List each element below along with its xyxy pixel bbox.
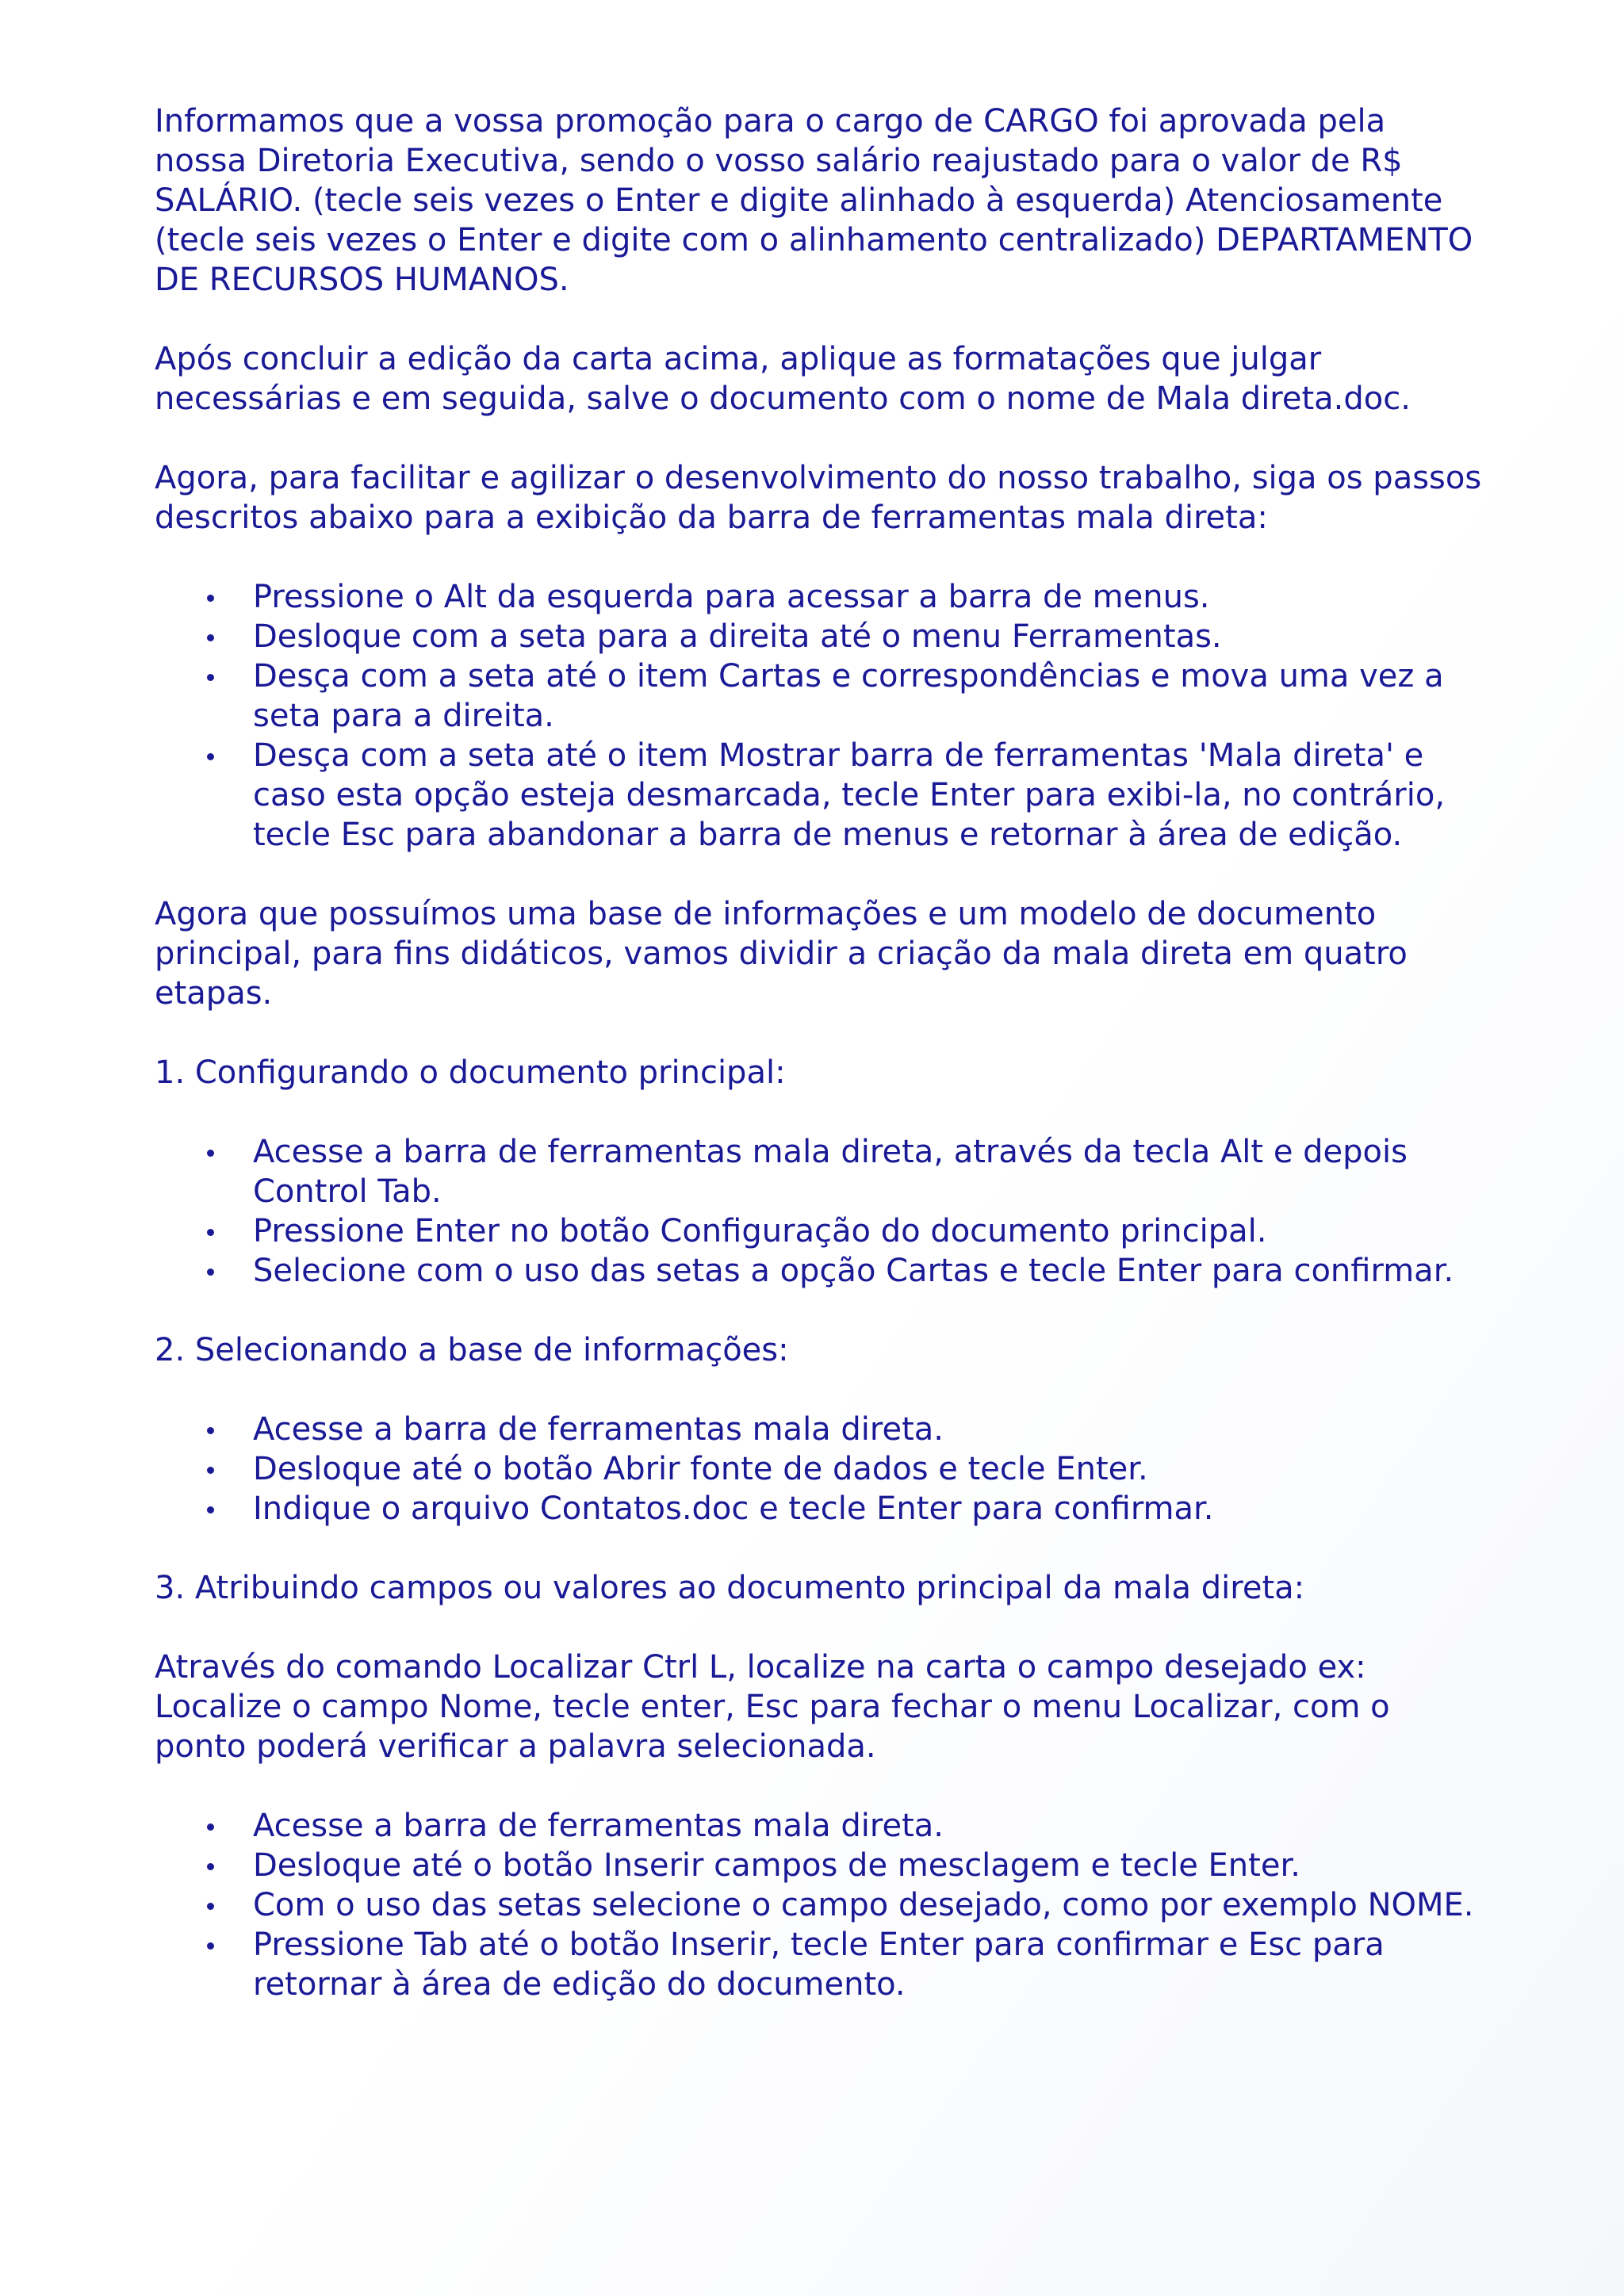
step3-list [155, 1806, 1487, 2004]
step1-list [155, 1132, 1487, 1291]
list-item: Desloque com a seta para a direita até o menu Ferramentas. [253, 617, 1487, 656]
find-command-paragraph: Através do comando Localizar Ctrl L, localize na carta o campo desejado ex: Localize o campo Nome, tecle enter, Esc para fechar o menu Localizar, com o ponto poderá verificar a palavra selecionada. [155, 1649, 1390, 1765]
list-item: Acesse a barra de ferramentas mala direta. [253, 1410, 1487, 1449]
document-body [155, 101, 1487, 2044]
list-item: Desloque até o botão Abrir fonte de dados e tecle Enter. [253, 1449, 1487, 1489]
list-item: Desça com a seta até o item Mostrar barra de ferramentas 'Mala direta' e caso esta opção esteja desmarcada, tecle Enter para exibi-la, no contrário, tecle Esc para abandonar a barra de menus e retornar à área de edição. [253, 736, 1487, 855]
toolbar-steps-list [155, 577, 1487, 855]
step1-heading: 1. Configurando o documento principal: [155, 1054, 786, 1091]
stages-intro-paragraph: Agora que possuímos uma base de informações e um modelo de documento principal, para fins didáticos, vamos dividir a criação da mala direta em quatro etapas. [155, 896, 1408, 1012]
list-item: Pressione o Alt da esquerda para acessar a barra de menus. [253, 577, 1487, 617]
list-item: Acesse a barra de ferramentas mala direta. [253, 1806, 1487, 1846]
save-instructions-paragraph: Após concluir a edição da carta acima, aplique as formatações que julgar necessárias e em seguida, salve o documento com o nome de Mala direta.doc. [155, 341, 1411, 417]
list-item: Indique o arquivo Contatos.doc e tecle Enter para confirmar. [253, 1489, 1487, 1529]
list-item: Acesse a barra de ferramentas mala direta, através da tecla Alt e depois Control Tab. [253, 1132, 1487, 1211]
step2-heading: 2. Selecionando a base de informações: [155, 1332, 789, 1368]
step2-list [155, 1410, 1487, 1529]
list-item: Pressione Enter no botão Configuração do documento principal. [253, 1211, 1487, 1251]
list-item: Desloque até o botão Inserir campos de mesclagem e tecle Enter. [253, 1846, 1487, 1885]
list-item: Com o uso das setas selecione o campo desejado, como por exemplo NOME. [253, 1885, 1487, 1925]
promotion-letter-paragraph: Informamos que a vossa promoção para o cargo de CARGO foi aprovada pela nossa Diretoria Executiva, sendo o vosso salário reajustado para o valor de R$ SALÁRIO. (tecle seis vezes o Enter e digite alinhado à esquerda) Atenciosamente (tecle seis vezes o Enter e digite com o alinhamento centralizado) DEPARTAMENTO DE RECURSOS HUMANOS. [155, 103, 1473, 298]
list-item: Desça com a seta até o item Cartas e correspondências e mova uma vez a seta para a direita. [253, 656, 1487, 736]
list-item: Selecione com o uso das setas a opção Cartas e tecle Enter para confirmar. [253, 1251, 1487, 1291]
toolbar-intro-paragraph: Agora, para facilitar e agilizar o desenvolvimento do nosso trabalho, siga os passos descritos abaixo para a exibição da barra de ferramentas mala direta: [155, 460, 1482, 536]
list-item: Pressione Tab até o botão Inserir, tecle Enter para confirmar e Esc para retornar à área de edição do documento. [253, 1925, 1487, 2004]
step3-heading: 3. Atribuindo campos ou valores ao documento principal da mala direta: [155, 1570, 1305, 1606]
